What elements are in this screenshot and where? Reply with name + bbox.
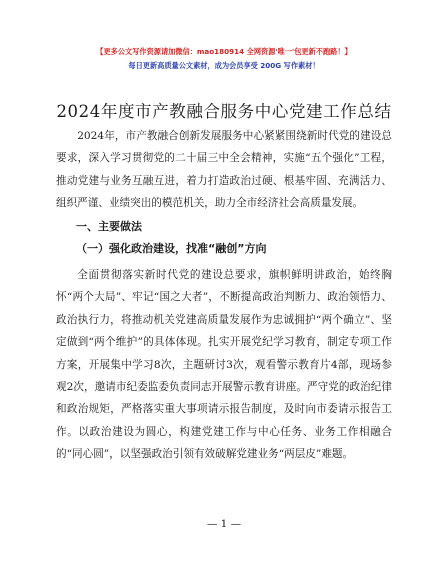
promo-banner-line-1: 【更多公文写作资源请加微信：mao180914 全网资源'唯一'包更新不跑路！】	[96, 47, 352, 56]
subsection-heading: （一）强化政治建设，找准“融创”方向	[76, 242, 267, 255]
intro-paragraph: 2024年，市产教融合创新发展服务中心紧紧围绕新时代党的建设总要求，深入学习贯彻党的二十届三中全会精神，实施“五个强化”工程，推动党建与业务互融互进，着力打造政治过硬、根基牢固、充满活力、组织严谨、业绩突出的模范机关，助力全市经济社会高质量发展。	[56, 130, 392, 210]
page-number: — 1 —	[206, 518, 242, 530]
section-heading: 一、主要做法	[76, 220, 142, 233]
document-title: 2024年度市产教融合服务中心党建工作总结	[56, 102, 392, 121]
body-paragraph: 全面贯彻落实新时代党的建设总要求，旗帜鲜明讲政治，始终胸怀“两个大局”、牢记“国之大者”，不断提高政治判断力、政治领悟力、政治执行力，将推动机关党建高质量发展作为忠诚拥护“两个确立”、坚定做到“两个维护”的具体体现。扎实开展党纪学习教育，制定专项工作方案，开展集中学习8次，主题研讨3次，观看警示教育片4部，现场参观2次，邀请市纪委监委负责同志开展警示教育讲座。严守党的政治纪律和政治规矩，严格落实重大事项请示报告制度，及时向市委请示报告工作。以政治建设为圆心，构建党建工作与中心任务、业务工作相融合的“同心圆”，以坚强政治引领有效破解党建业务“两层皮”难题。	[56, 269, 392, 461]
promo-banner-line-2: 每日更新高质量公文素材，成为会员享受 200G 写作素材！	[128, 61, 320, 70]
